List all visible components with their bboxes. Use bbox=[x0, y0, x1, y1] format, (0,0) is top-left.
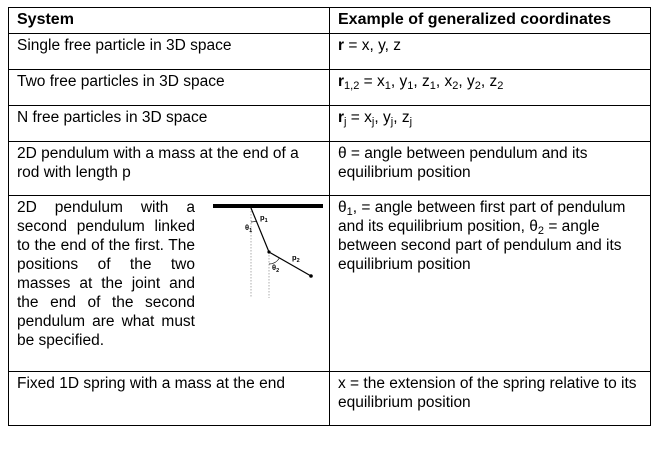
coord-vector-symbol: r bbox=[338, 37, 345, 54]
table-row bbox=[9, 106, 651, 142]
header-system: System bbox=[9, 8, 330, 34]
coord-subscript: 1 bbox=[429, 80, 436, 92]
coord-text: , z bbox=[413, 73, 430, 90]
coord-subscript: 1 bbox=[384, 80, 391, 92]
table-header-row bbox=[9, 8, 651, 34]
double-pendulum-diagram bbox=[207, 202, 325, 302]
generalized-coordinates-table bbox=[8, 7, 651, 426]
system-cell: 2D pendulum with a mass at the end of a rod with length p bbox=[9, 142, 330, 196]
coord-subscript: j bbox=[409, 116, 413, 128]
system-cell: Two free particles in 3D space bbox=[9, 70, 330, 106]
coord-text: θ bbox=[338, 199, 347, 216]
coord-text: , y bbox=[458, 73, 475, 90]
coordinates-cell bbox=[330, 70, 651, 106]
system-description: 2D pendulum with a second pendulum linked to the end of the first. The positions of the two masses at the joint and the end of the second pendulum are what must be specified. bbox=[17, 199, 195, 349]
coord-text: = x, y, z bbox=[344, 37, 402, 54]
system-cell: Fixed 1D spring with a mass at the end bbox=[9, 372, 330, 426]
coord-subscript: j bbox=[371, 116, 375, 128]
table-row bbox=[9, 196, 651, 372]
coord-subscript: j bbox=[390, 116, 394, 128]
double-pendulum-cell-content bbox=[17, 198, 322, 350]
coord-subscript: 2 bbox=[497, 80, 504, 92]
coord-subscript: 2 bbox=[537, 225, 545, 237]
coord-text: , y bbox=[374, 109, 391, 126]
coord-subscript: 1 bbox=[407, 80, 414, 92]
system-cell bbox=[9, 196, 330, 372]
coord-text: , = angle between first part of pendulum and its equilibrium position, θ bbox=[338, 199, 626, 235]
label-theta1: $\theta_1$ bbox=[245, 223, 253, 234]
coord-subscript: 2 bbox=[474, 80, 481, 92]
coord-text: = angle between second part of pendulum and its equilibrium position bbox=[338, 218, 622, 273]
system-cell: Single free particle in 3D space bbox=[9, 34, 330, 70]
coord-text: = x bbox=[359, 73, 385, 90]
coord-subscript: 2 bbox=[452, 80, 459, 92]
coord-vector-symbol: r bbox=[338, 73, 345, 90]
coord-subscript: 1,2 bbox=[344, 80, 360, 92]
table-row bbox=[9, 34, 651, 70]
table-row bbox=[9, 142, 651, 196]
theta1-arc bbox=[251, 221, 257, 222]
coordinates-cell: θ = angle between pendulum and its equilibrium position bbox=[330, 142, 651, 196]
pendulum-mass-2 bbox=[309, 274, 313, 278]
coord-text: , z bbox=[393, 109, 410, 126]
coord-subscript: j bbox=[344, 116, 347, 128]
header-generalized-coordinates: Example of generalized coordinates bbox=[330, 8, 651, 34]
system-cell: N free particles in 3D space bbox=[9, 106, 330, 142]
label-theta2: $\theta_2$ bbox=[272, 263, 280, 274]
coord-text: = x bbox=[346, 109, 372, 126]
coord-vector-symbol: r bbox=[338, 109, 345, 126]
pendulum-mass-1 bbox=[267, 250, 270, 253]
coordinates-cell bbox=[330, 106, 651, 142]
pendulum-ceiling-bar bbox=[213, 204, 323, 208]
coordinates-cell: x = the extension of the spring relative to its equilibrium position bbox=[330, 372, 651, 426]
coord-text: , y bbox=[390, 73, 408, 90]
coordinates-cell bbox=[330, 34, 651, 70]
coord-text: , x bbox=[435, 73, 453, 90]
coord-text: , z bbox=[480, 73, 498, 90]
table-row bbox=[9, 372, 651, 426]
coord-subscript: 1 bbox=[346, 206, 353, 218]
label-p2: $p_2$ bbox=[292, 253, 300, 264]
table-row bbox=[9, 70, 651, 106]
label-p1: $p_1$ bbox=[260, 213, 268, 224]
coordinates-cell bbox=[330, 196, 651, 372]
